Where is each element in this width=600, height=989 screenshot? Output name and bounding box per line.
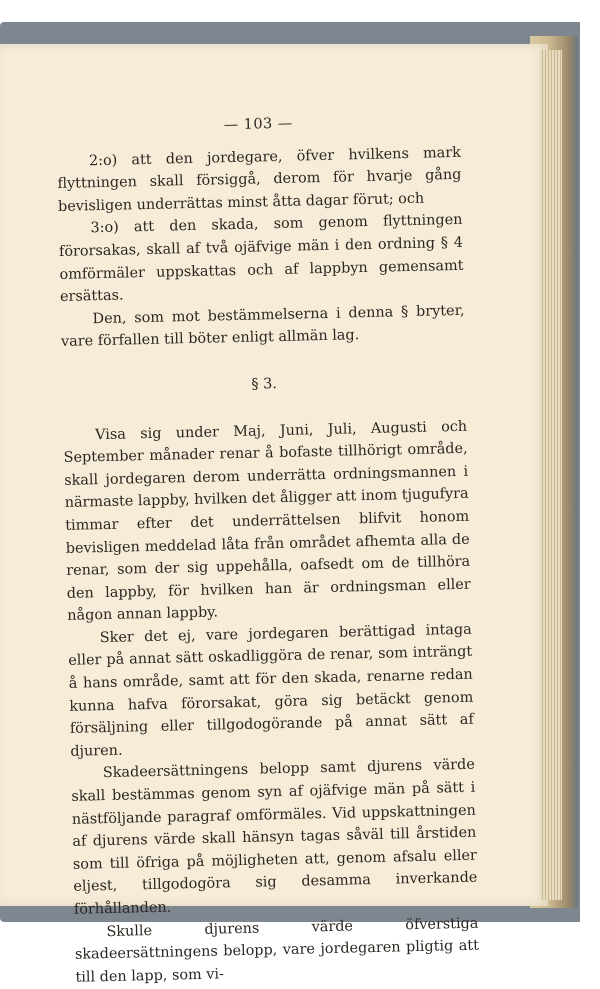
page-number: — 103 — [223,115,293,134]
paragraph: Skulle djurens värde öfverstiga skadeersättningens belopp, vare jordegaren pligtig att till den lapp, som vi- [74,915,480,986]
paragraph: Den, som mot bestämmelserna i denna § bryter, vare förfallen till böter enligt allmän lag. [60,302,465,351]
page-text [56,109,480,989]
paragraph: 2:o) att den jordegare, öfver hvilkens mark flyttningen skall försiggå, derom för hvarje gång bevisligen underrättas minst åtta dagar förut; och [57,144,462,215]
paragraph: Skadeersättningens belopp samt djurens värde skall bestämmas genom syn af ojäfvige män på sätt i nästföljande paragraf omförmäles. Vid uppskattningen af djurens värde skall hänsyn tagas såväl till årstiden som till öfriga på möjligheten att, genom afsalu eller eljest, tillgodogöra sig desamma inverkande förhållanden. [71,757,478,918]
paragraph: 3:o) att den skada, som genom flyttningen förorsakas, skall af två ojäfvige män i den ordning § 4 omförmäler uppskattas och af lappbyn gemensamt ersättas. [58,212,464,306]
page-edges [540,50,562,900]
paragraph: Sker det ej, vare jordegaren berättigad intaga eller på annat sätt oskadliggöra de renar, som inträngt å hans område, samt att för den skada, renarne redan kunna hafva förorsakat, göra sig betäckt genom försäljning eller tillgodogörande på annat sätt af djuren. [68,621,474,760]
paragraph: Visa sig under Maj, Juni, Juli, Augusti och September månader renar å bofaste tillhörigt område, skall jordegaren derom underrätta ordningsmannen i närmaste lappby, hvilken det åligger att inom tjugufyra timmar efter det underrättelsen blifvit honom bevisligen meddelad låta från området afhemta alla de renar, som der sig uppehålla, oafsedt om de tillhöra den lappby, för hvilken han är ordningsman eller någon annan lappby. [63,418,471,625]
section-heading: § 3. [251,375,278,393]
